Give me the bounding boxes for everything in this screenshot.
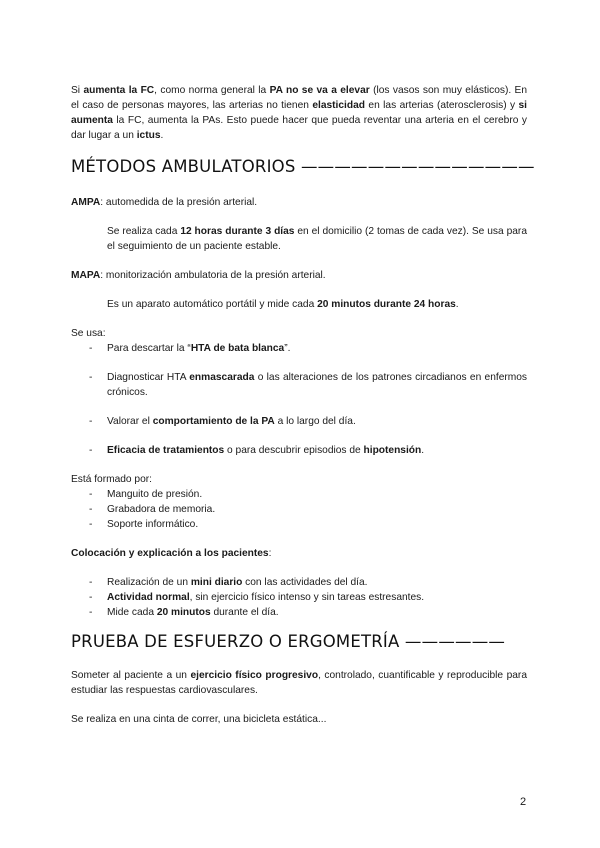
list-item: - Eficacia de tratamientos o para descubrir episodios de hipotensión.	[71, 443, 527, 458]
list-item: - Actividad normal, sin ejercicio físico intenso y sin tareas estresantes.	[71, 590, 527, 605]
document-page	[71, 83, 535, 727]
list-item: - Diagnosticar HTA enmascarada o las alteraciones de los patrones circadianos en enfermos crónicos.	[71, 370, 527, 400]
mapa-detail: Es un aparato automático portátil y mide cada 20 minutos durante 24 horas.	[107, 299, 459, 310]
list-item: - Mide cada 20 minutos durante el día.	[71, 605, 527, 620]
formed-intro: Está formado por:	[71, 474, 152, 485]
page-number: 2	[520, 796, 527, 808]
ergometry-paragraph: Someter al paciente a un ejercicio físico progresivo, controlado, cuantificable y reproducible para estudiar las respuestas cardiovasculares.	[71, 670, 527, 696]
mapa-definition: MAPA: monitorización ambulatoria de la presión arterial.	[71, 270, 326, 281]
intro-paragraph: Si aumenta la FC, como norma general la PA no se va a elevar (los vasos son muy elásticos). En el caso de personas mayores, las arterias no tienen elasticidad en las arterias (aterosclerosis) y si aumenta la FC, aumenta la PAs. Esto puede hacer que pueda reventar una arteria en el cerebro y dar lugar a un ictus.	[71, 85, 528, 141]
list-item: - Manguito de presión.	[71, 487, 527, 502]
placement-list	[71, 575, 527, 620]
section-heading-metodos-ambulatorios: MÉTODOS AMBULATORIOS ——————————————	[71, 157, 535, 176]
list-item: - Para descartar la “HTA de bata blanca”.	[71, 341, 527, 356]
formed-list	[71, 487, 527, 532]
list-item: - Grabadora de memoria.	[71, 502, 527, 517]
uses-intro: Se usa:	[71, 328, 106, 339]
list-item: - Valorar el comportamiento de la PA a lo largo del día.	[71, 414, 527, 429]
uses-list	[71, 341, 527, 458]
section-heading-prueba-de-esfuerzo: PRUEBA DE ESFUERZO O ERGOMETRÍA ——————	[71, 632, 506, 651]
placement-title: Colocación y explicación a los pacientes:	[71, 548, 272, 559]
list-item: - Soporte informático.	[71, 517, 527, 532]
ampa-detail: Se realiza cada 12 horas durante 3 días en el domicilio (2 tomas de cada vez). Se usa para el seguimiento de un paciente estable.	[107, 226, 527, 252]
ergometry-equipment: Se realiza en una cinta de correr, una bicicleta estática...	[71, 714, 327, 725]
list-item: - Realización de un mini diario con las actividades del día.	[71, 575, 527, 590]
ampa-definition: AMPA: automedida de la presión arterial.	[71, 197, 258, 208]
